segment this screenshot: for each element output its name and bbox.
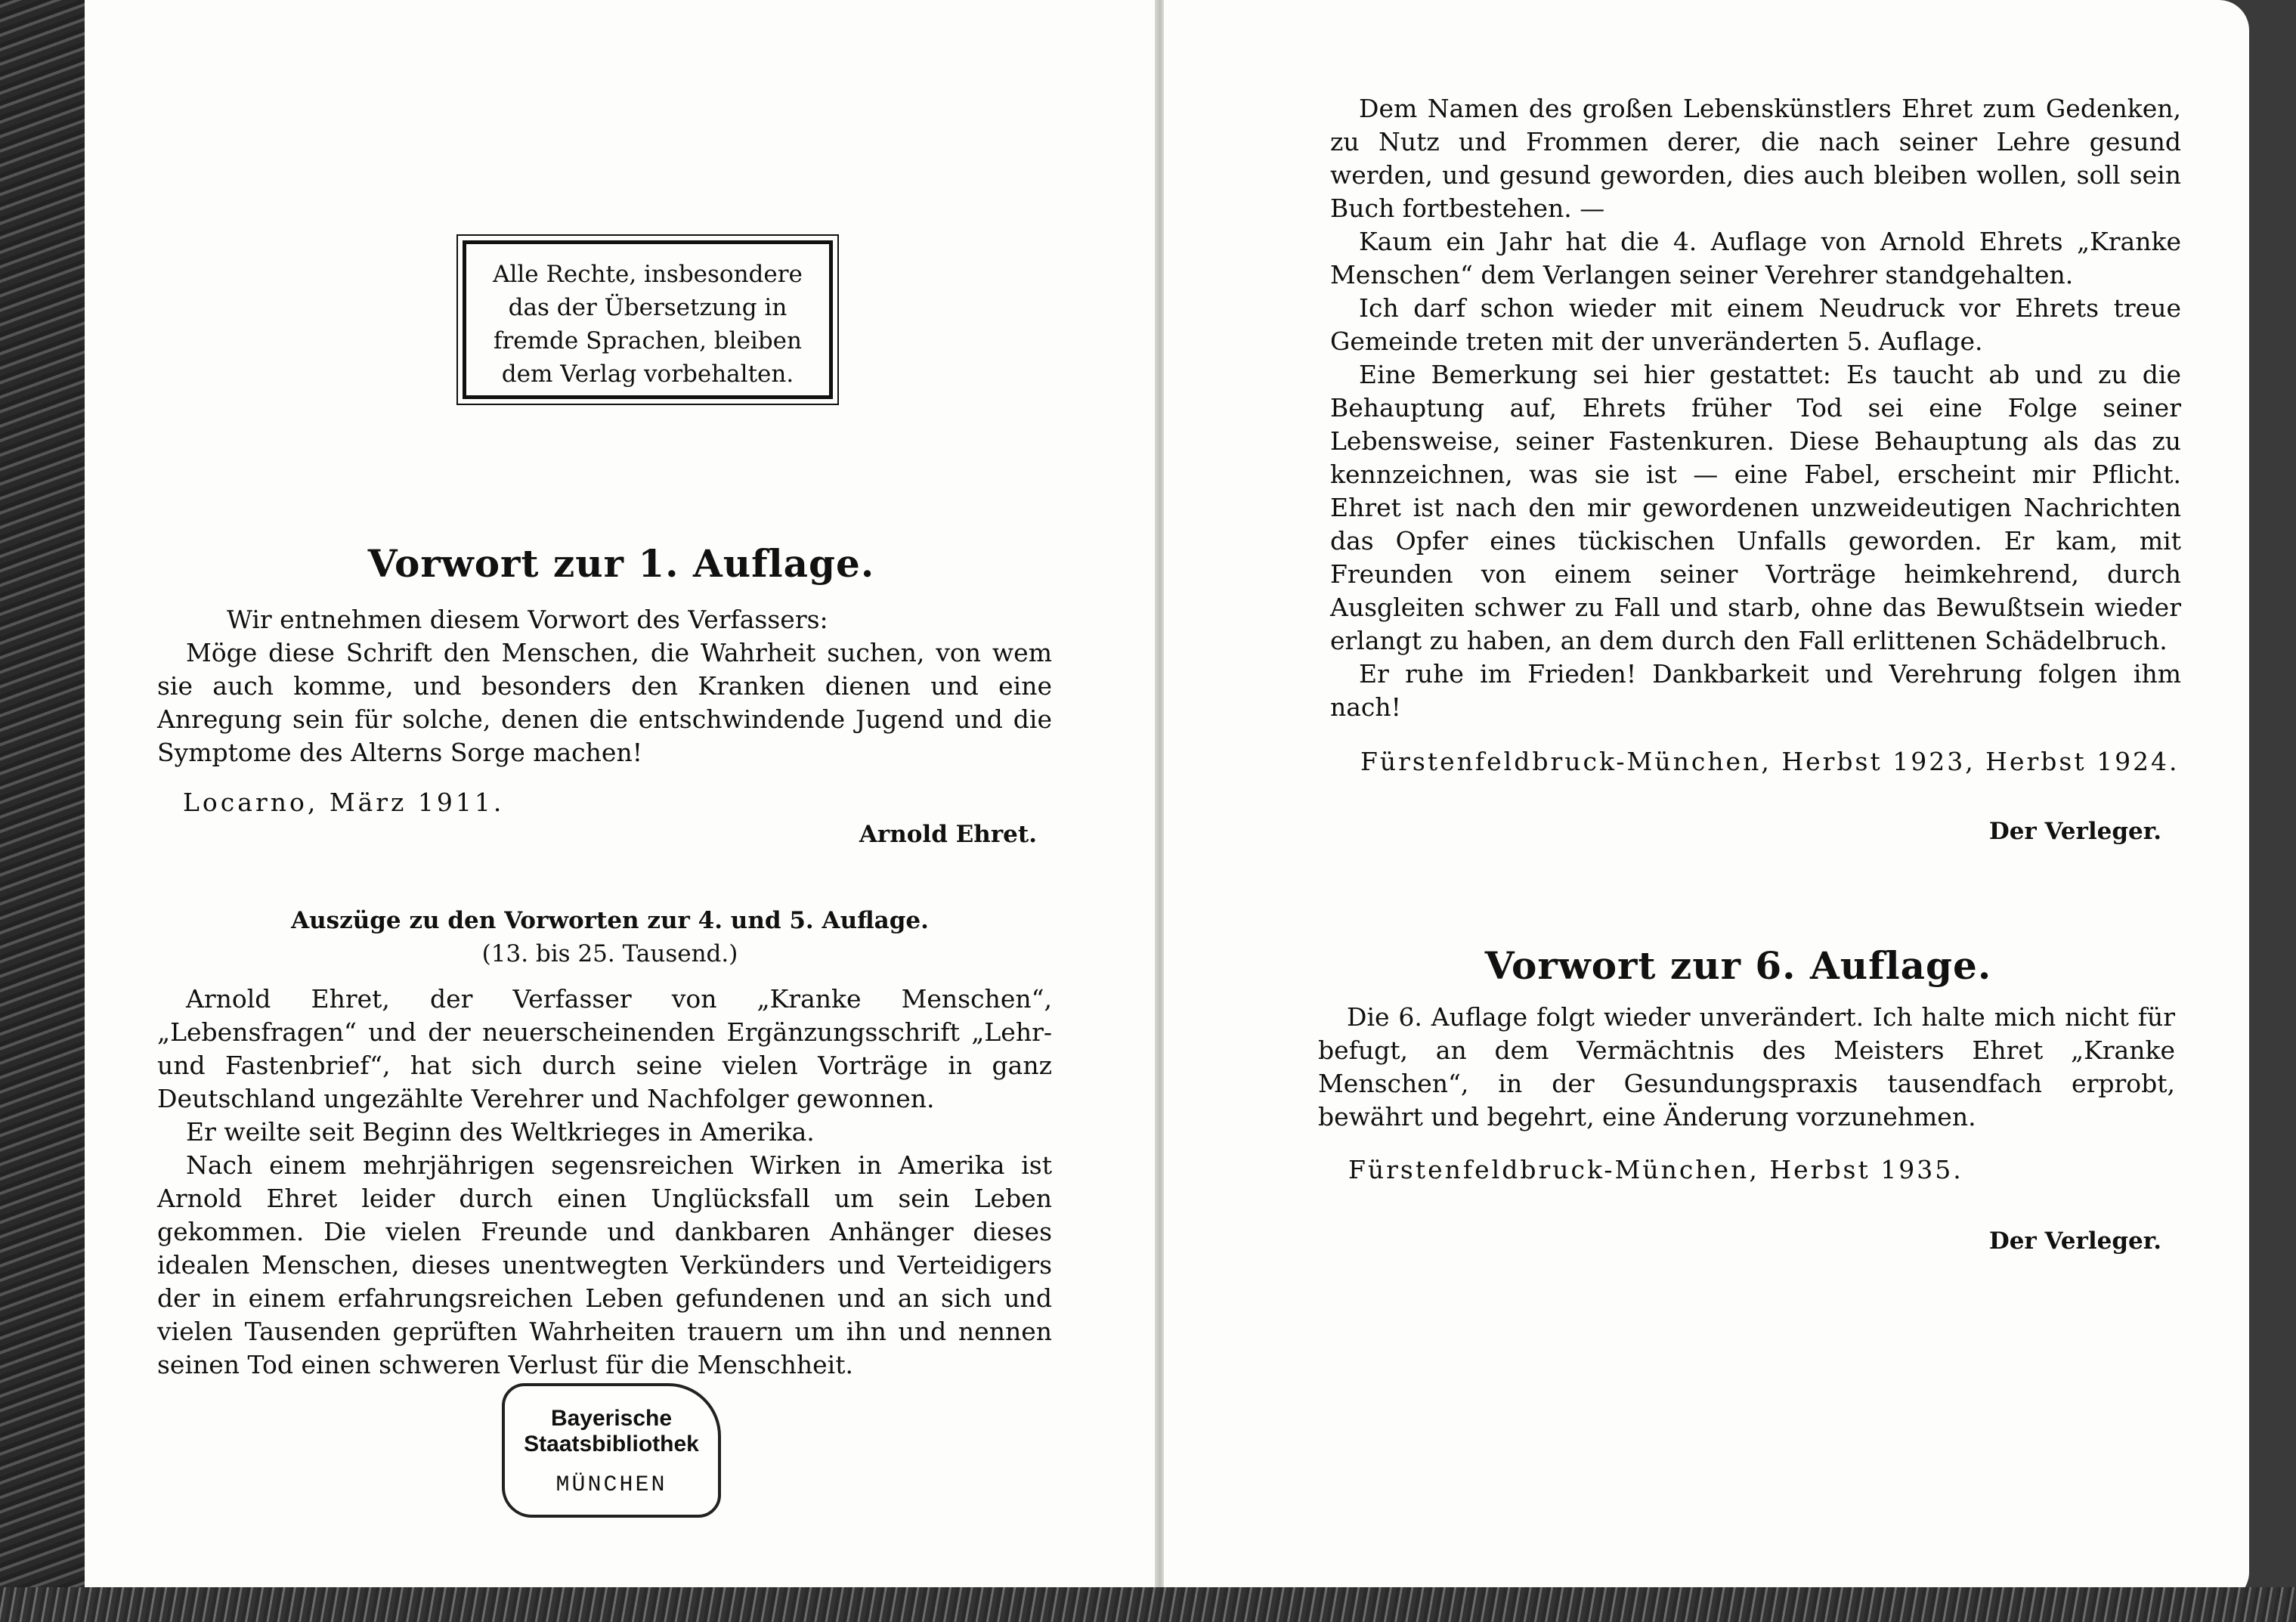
right-paragraph-4: Eine Bemerkung sei hier gestattet: Es taucht ab und zu die Behauptung auf, Ehrets früher Tod sei eine Folge seiner Lebensweise, seiner Fastenkuren. Diese Behauptung als das zu kennzeichnen, was sie ist — eine Fabel, erscheint mir Pflicht. Ehret ist nach den mir gewordenen unzweideutigen Nachrichten das Opfer eines tückischen Unfalls geworden. Er kam, mit Freunden von einem seiner Vorträge heimkehrend, durch Ausgleiten schwer zu Fall und starb, ohne das Bewußtsein wieder erlangt zu haben, an dem durch den Fall erlittenen Schädelbruch. (1330, 360, 2181, 655)
excerpts-paragraph-3: Nach einem mehrjährigen segensreichen Wirken in Amerika ist Arnold Ehret leider durch einen Unglücksfall um sein Leben gekommen. Die vielen Freunde und dankbaren Anhänger dieses idealen Menschen, dieses unentwegten Verkünders und Verteidigers der in einem erfahrungsreichen Leben gefundenen und an sich und vielen Tausenden geprüften Wahrheiten trauern um ihn und nennen seinen Tod einen schweren Verlust für die Menschheit. (157, 1150, 1052, 1379)
right-paragraph-3: Ich darf schon wieder mit einem Neudruck vor Ehrets treue Gemeinde treten mit der unveränderten 5. Auflage. (1330, 293, 2181, 356)
library-stamp (502, 1383, 721, 1518)
excerpts-paragraph-2: Er weilte seit Beginn des Weltkrieges in Amerika. (186, 1117, 815, 1147)
preface-1-intro: Wir entnehmen diesem Vorwort des Verfassers: (227, 605, 828, 634)
preface-1-quote: Möge diese Schrift den Menschen, die Wahrheit suchen, von wem sie auch komme, und besonders den Kranken dienen und eine Anregung sein für solche, denen die entschwindende Jugend und die Symptome des Alterns Sorge machen! (157, 638, 1052, 767)
right-paragraph-1: Dem Namen des großen Lebenskünstlers Ehret zum Gedenken, zu Nutz und Frommen derer, die nach seiner Lehre gesund werden, und gesund geworden, dies auch bleiben wollen, soll sein Buch fortbestehen. — (1330, 94, 2181, 223)
excerpts-heading: Auszüge zu den Vorworten zur 4. und 5. Auflage. (291, 907, 929, 934)
right-page (1164, 0, 2249, 1602)
preface-1-place-date: Locarno, März 1911. (183, 788, 505, 817)
preface-1-signature: Arnold Ehret. (859, 821, 1037, 848)
right-paragraph-5: Er ruhe im Frieden! Dankbarkeit und Verehrung folgen ihm nach! (1330, 659, 2181, 722)
preface-6-heading: Vorwort zur 6. Auflage. (1484, 943, 1992, 988)
preface-6-signature: Der Verleger. (1988, 1227, 2161, 1255)
excerpts-subheading: (13. bis 25. Tausend.) (481, 940, 738, 967)
right-paragraph-2: Kaum ein Jahr hat die 4. Auflage von Arnold Ehrets „Kranke Menschen“ dem Verlangen seiner Verehrer standgehalten. (1330, 227, 2181, 289)
stamp-line-2: Staatsbibliothek (524, 1432, 699, 1456)
book-bottom-edge (0, 1587, 2296, 1622)
stamp-line-1: Bayerische (550, 1406, 673, 1431)
preface-1-heading: Vorwort zur 1. Auflage. (367, 541, 875, 586)
right-signature: Der Verleger. (1988, 818, 2161, 845)
stamp-line-3: MÜNCHEN (555, 1472, 667, 1498)
left-page (85, 0, 1158, 1602)
excerpts-paragraph-1: Arnold Ehret, der Verfasser von „Kranke Menschen“, „Lebensfragen“ und der neuerscheinenden Ergänzungsschrift „Lehr- und Fastenbrief“, hat sich durch seine vielen Vorträge in ganz Deutschland ungezählte Verehrer und Nachfolger gewonnen. (157, 984, 1052, 1113)
rights-notice-box: Alle Rechte, insbesondere das der Übersetzung in fremde Sprachen, bleiben dem Verlag vorbehalten. (463, 240, 833, 399)
preface-6-text: Die 6. Auflage folgt wieder unverändert. Ich halte mich nicht für befugt, an dem Vermächtnis des Meisters Ehret „Kranke Menschen“, in der Gesundungspraxis tausendfach erprobt, bewährt und begehrt, eine Änderung vorzunehmen. (1318, 1002, 2175, 1131)
book-spine-edge (0, 0, 85, 1622)
right-place-date: Fürstenfeldbruck-München, Herbst 1923, Herbst 1924. (1360, 747, 2180, 776)
preface-6-place-date: Fürstenfeldbruck-München, Herbst 1935. (1348, 1155, 1963, 1184)
